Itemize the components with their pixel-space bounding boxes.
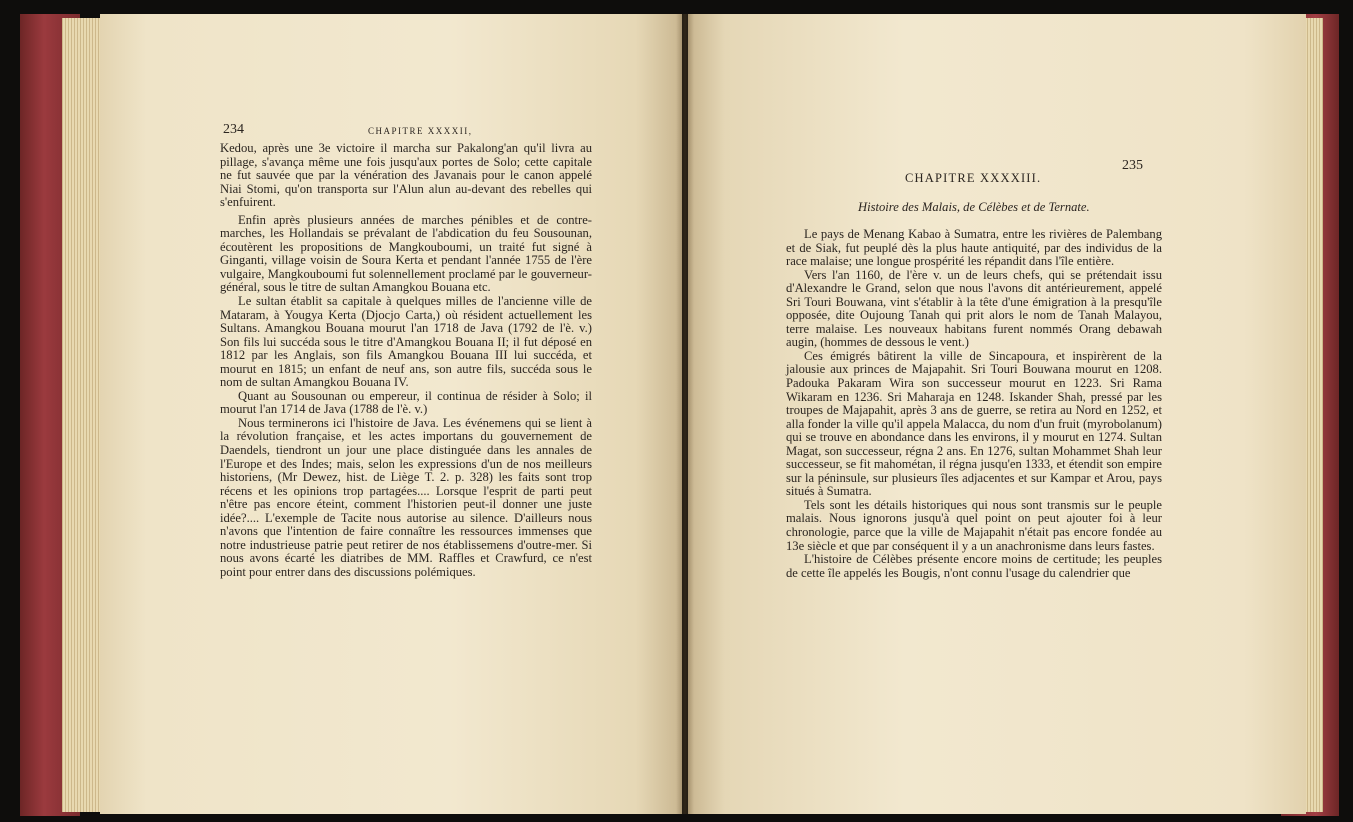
right-paragraph: Tels sont les détails historiques qui nous sont transmis sur le peuple malais. Nous ignorons jusqu'à quel point on peut ajouter foi à leur chronologie, parce que la ville de Majapahit n'était pas encore fondée au 13e siècle et que par conséquent il y a un anachronisme dans leurs fastes. [786,497,1162,553]
chapter-title: CHAPITRE XXXXIII. [905,171,1042,185]
left-page-text [220,142,592,580]
book-gutter [676,14,694,814]
right-paragraph: L'histoire de Célèbes présente encore moins de certitude; les peuples de cette île appelés les Bougis, n'ont connu l'usage du calendrier que [786,552,1162,580]
left-paragraph: Quant au Sousounan ou empereur, il continua de résider à Solo; il mourut l'an 1714 de Java (1788 de l'è. v.) [220,388,592,417]
left-running-head: CHAPITRE XXXXII, [368,126,473,136]
left-paragraph: Kedou, après une 3e victoire il marcha sur Pakalong'an qu'il livra au pillage, s'avança même une fois jusqu'aux portes de Solo; cette capitale ne fut sauvée que par la vénération des Javanais pour le canon appelé Niai Stomi, qu'on transporta sur l'Alun alun au-devant des rebelles qui s'enfuirent. [220,141,592,210]
right-paragraph: Le pays de Menang Kabao à Sumatra, entre les rivières de Palembang et de Siak, fut peuplé dès la plus haute antiquité, par des individus de la race malaise; une longue prospérité les répandit dans l'île entière. [786,227,1162,269]
left-paragraph: Nous terminerons ici l'histoire de Java. Les événemens qui se lient à la révolution française, et les actes importans du gouvernement de Daendels, tiendront un jour une place distinguée dans les annales de l'Europe et des Indes; mais, selon les expressions d'un de nos meilleurs historiens, (Mr Dewez, hist. de Liège T. 2. p. 328) les faits sont trop récens et les opinions trop partagées.... Lorsque l'esprit de parti peut n'être pas encore éteint, comment l'historien peut-il donner une juste idée?.... L'exemple de Tacite nous autorise au silence. D'ailleurs nous n'avons que l'intention de faire connaître les ressources immenses que notre industrieuse patrie peut retirer de nos établissemens d'outre-mer. Si nous avons écarté les diatribes de MM. Raffles et Crawfurd, ce n'est point pour entrer dans des discussions polémiques. [220,415,592,579]
chapter-subtitle: Histoire des Malais, de Célèbes et de Ternate. [858,200,1090,214]
right-paragraph: Ces émigrés bâtirent la ville de Sincapoura, et inspirèrent de la jalousie aux princes de Majapahit. Sri Touri Bouwana mourut en 1208. Padouka Pakaram Wira son successeur mourut en 1223. Sri Rama Wikaram en 1236. Sri Maharaja en 1248. Iskander Shah, pressé par les troupes de Majapahit, après 3 ans de guerre, se retira au Nord en 1252, et alla fonder la ville qu'il appela Malacca, du nom d'un fruit (myrobolanum) qui se trouve en abondance dans les environs, il y mourut en 1274. Sultan Magat, son successeur, régna 2 ans. En 1276, sultan Mohammet Shah leur successeur, se fit mahométan, il régna jusqu'en 1333, et étendit son empire sur la péninsule, sur plusieurs îles adjacentes et sur Kampar et Arou, pays situés à Sumatra. [786,348,1162,499]
left-paragraph: Enfin après plusieurs années de marches pénibles et de contre-marches, les Hollandais se prévalant de l'abdication du feu Sousounan, écoutèrent les propositions de Mangkouboumi, un traité fut signé à Ginganti, village voisin de Soura Kerta et pendant l'année 1755 de l'ère vulgaire, Mangkouboumi fut solennellement proclamé par le gouverneur-général, sous le titre de sultan Amangkou Bouana etc. [220,212,592,295]
right-page-number: 235 [1122,158,1143,173]
left-page-number: 234 [223,122,244,137]
right-paragraph: Vers l'an 1160, de l'ère v. un de leurs chefs, qui se prétendait issu d'Alexandre le Grand, selon que nous l'avons dit antérieurement, appelé Sri Touri Bouwana, vint s'établir à la tête d'une émigration à la presqu'île opposée, dite Oujoung Tanah qui prit alors le nom de Tanah Malayou, terre malaise. Les nouveaux habitans furent nommés Orang debawah augin, (hommes de dessous le vent.) [786,267,1162,350]
right-page-text [786,228,1162,580]
left-paragraph: Le sultan établit sa capitale à quelques milles de l'ancienne ville de Mataram, à Yougya Kerta (Djocjo Carta,) où résident actuellement les Sultans. Amangkou Bouana mourut l'an 1718 de Java (1792 de l'è. v.) Son fils lui succéda sous le titre d'Amangkou Bouana II; il fut déposé en 1812 par les Anglais, son fils Amangkou Bouana III lui succéda, et mourut en 1815; un enfant de neuf ans, son autre fils, succéda sous le nom de sultan Amangkou Bouana IV. [220,294,592,390]
